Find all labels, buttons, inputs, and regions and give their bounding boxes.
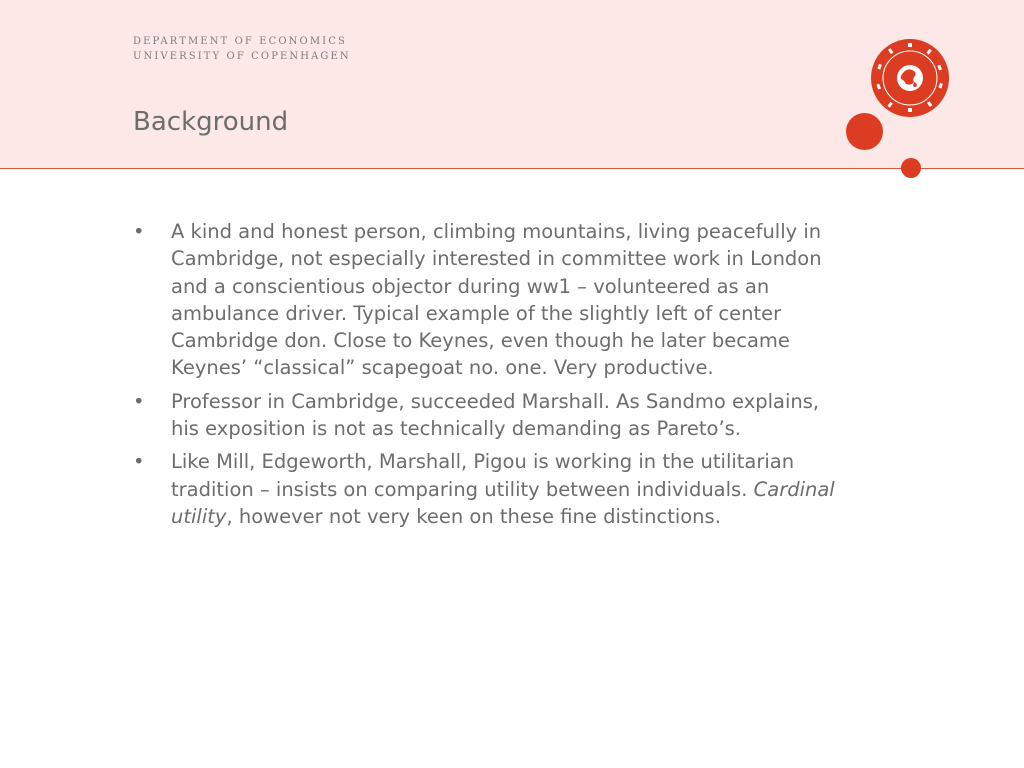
bullet-text-part: , however not very keen on these fine distinctions. — [226, 504, 721, 528]
slide-title: Background — [133, 107, 289, 137]
bullet-marker: • — [133, 450, 145, 474]
bullet-marker: • — [133, 220, 145, 243]
department-name: DEPARTMENT OF ECONOMICS — [133, 36, 347, 47]
university-name: UNIVERSITY OF COPENHAGEN — [133, 51, 351, 62]
decorative-dot-small — [901, 158, 921, 178]
decorative-dot-large — [846, 113, 883, 150]
university-seal-icon — [870, 38, 950, 118]
bullet-list — [133, 218, 853, 536]
header-divider — [0, 168, 1024, 169]
bullet-item — [133, 388, 853, 443]
bullet-text: A kind and honest person, climbing mountains, living peacefully in Cambridge, not especially interested in committee work in London and a conscientious objector during ww1 – volunteered as an ambulance driver. Typical example of the slightly left of center Cambridge don. Close to Keynes, even though he later became Keynes’ “classical” scapegoat no. one. Very productive. — [171, 220, 822, 380]
bullet-item — [133, 448, 853, 530]
bullet-marker: • — [133, 389, 145, 413]
bullet-text — [171, 450, 835, 528]
bullet-text-part: Like Mill, Edgeworth, Marshall, Pigou is working in the utilitarian tradition – insists on comparing utility between individuals. — [171, 450, 795, 501]
bullet-item — [133, 218, 853, 382]
emphasis-cardinal-utility: Cardinal utility — [171, 477, 835, 528]
bullet-text: Professor in Cambridge, succeeded Marshall. As Sandmo explains, his exposition is not as technically demanding as Pareto’s. — [171, 389, 820, 441]
